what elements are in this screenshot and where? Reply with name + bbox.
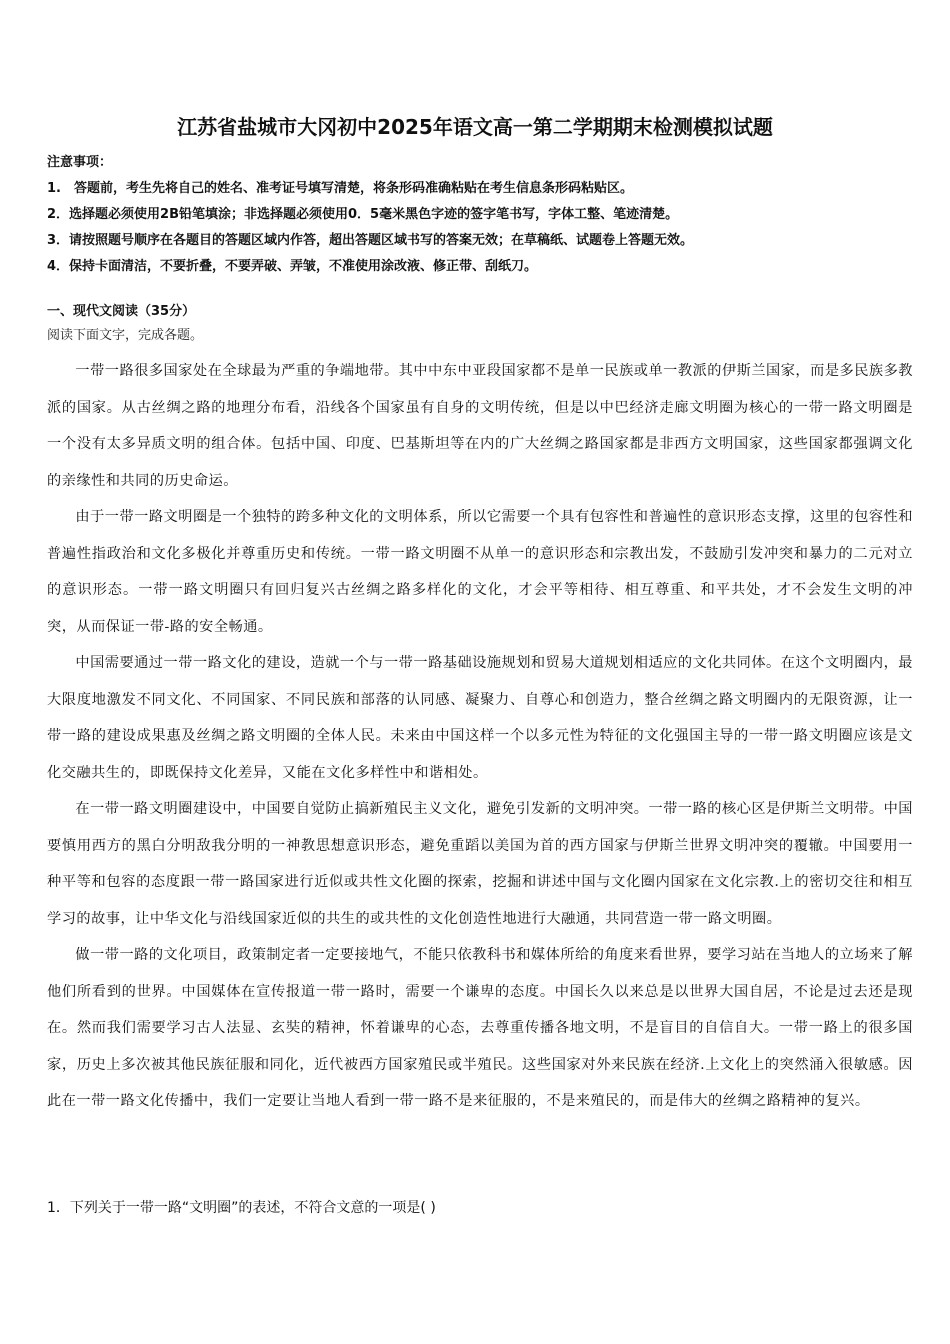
- passage-paragraph-3: 中国需要通过一带一路文化的建设，造就一个与一带一路基础设施规划和贸易大道规划相适应的文化共同体。在这个文明圈内，最大限度地激发不同文化、不同国家、不同民族和部落的认同感、凝聚力、自尊心和创造力，整合丝绸之路文明圈内的无限资源，让一带一路的建设成果惠及丝绸之路文明圈的全体人民。未来由中国这样一个以多元性为特征的文化强国主导的一带一路文明圈应该是文化交融共生的，即既保持文化差异，又能在文化多样性中和谐相处。: [47, 655, 913, 781]
- question-1: 1．下列关于一带一路“文明圈”的表述，不符合文意的一项是( ): [47, 1200, 436, 1216]
- exam-title: 江苏省盐城市大冈初中2025年语文高一第二学期期末检测模拟试题: [177, 115, 773, 139]
- passage-paragraph-1: 一带一路很多国家处在全球最为严重的争端地带。其中中东中亚段国家都不是单一民族或单一教派的伊斯兰国家，而是多民族多教派的国家。从古丝绸之路的地理分布看，沿线各个国家虽有自身的文明传统，但是以中巴经济走廊文明圈为核心的一带一路文明圈是一个没有太多异质文明的组合体。包括中国、印度、巴基斯坦等在内的广大丝绸之路国家都是非西方文明国家，这些国家都强调文化的亲缘性和共同的历史命运。: [47, 363, 913, 489]
- notice-heading: 注意事项：: [47, 155, 113, 170]
- notice-item-4: 4．保持卡面清洁，不要折叠，不要弄破、弄皱，不准使用涂改液、修正带、刮纸刀。: [47, 259, 538, 274]
- notice-item-2: 2．选择题必须使用2B铅笔填涂；非选择题必须使用0．5毫米黑色字迹的签字笔书写，字体工整、笔迹清楚。: [47, 207, 679, 222]
- passage-paragraph-4: 在一带一路文明圈建设中，中国要自觉防止搞新殖民主义文化，避免引发新的文明冲突。一带一路的核心区是伊斯兰文明带。中国要慎用西方的黑白分明敌我分明的一神教思想意识形态，避免重蹈以美国为首的西方国家与伊斯兰世界文明冲突的覆辙。中国要用一种平等和包容的态度跟一带一路国家进行近似或共性文化圈的探索，挖掘和讲述中国与文化圈内国家在文化宗教.上的密切交往和相互学习的故事，让中华文化与沿线国家近似的共生的或共性的文化创造性地进行大融通，共同营造一带一路文明圈。: [47, 801, 913, 927]
- notice-item-1: 1. 答题前，考生先将自己的姓名、准考证号填写清楚，将条形码准确粘贴在考生信息条形码粘贴区。: [47, 181, 633, 196]
- passage-paragraph-2: 由于一带一路文明圈是一个独特的跨多种文化的文明体系，所以它需要一个具有包容性和普遍性的意识形态支撑，这里的包容性和普遍性指政治和文化多极化并尊重历史和传统。一带一路文明圈不从单一的意识形态和宗教出发，不鼓励引发冲突和暴力的二元对立的意识形态。一带一路文明圈只有回归复兴古丝绸之路多样化的文化，才会平等相待、相互尊重、和平共处，才不会发生文明的冲突，从而保证一带-路的安全畅通。: [47, 509, 913, 635]
- notice-item-3: 3．请按照题号顺序在各题目的答题区域内作答，超出答题区域书写的答案无效；在草稿纸、试题卷上答题无效。: [47, 233, 694, 248]
- passage-paragraph-5: 做一带一路的文化项目，政策制定者一定要接地气，不能只依教科书和媒体所给的角度来看世界，要学习站在当地人的立场来了解他们所看到的世界。中国媒体在宣传报道一带一路时，需要一个谦卑的态度。中国长久以来总是以世界大国自居，不论是过去还是现在。然而我们需要学习古人法显、玄奘的精神，怀着谦卑的心态，去尊重传播各地文明，不是盲目的自信自大。一带一路上的很多国家，历史上多次被其他民族征服和同化，近代被西方国家殖民或半殖民。这些国家对外来民族在经济.上文化上的突然涌入很敏感。因此在一带一路文化传播中，我们一定要让当地人看到一带一路不是来征服的，不是来殖民的，而是伟大的丝绸之路精神的复兴。: [47, 947, 913, 1109]
- section-header: [47, 300, 917, 348]
- reading-passage: [47, 353, 913, 1120]
- section-instruction: 阅读下面文字，完成各题。: [47, 328, 204, 343]
- notice-block: [47, 150, 917, 280]
- section-heading: 一、现代文阅读（35分）: [47, 304, 196, 319]
